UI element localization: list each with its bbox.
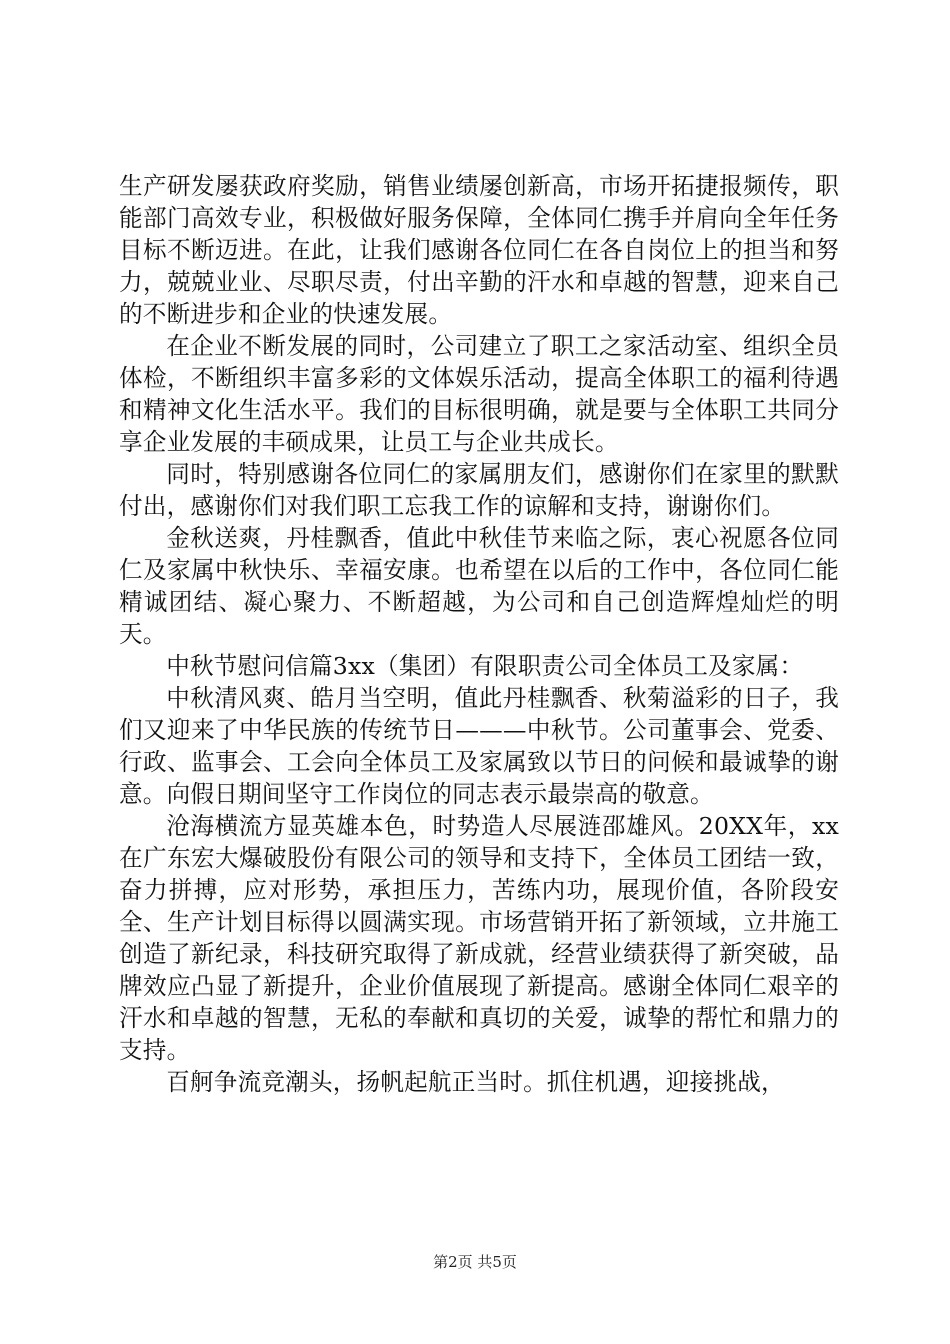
section-heading-paragraph: 中秋节慰问信篇3xx（集团）有限职责公司全体员工及家属： — [166, 652, 804, 680]
paragraph: 沧海横流方显英雄本色，时势造人尽展涟邵雄风。20XX年，xx在广东宏大爆破股份有限公司的领导和支持下，全体员工团结一致，奋力拼搏，应对形势，承担压力，苦练内功，展现价值，各阶段安全、生产计划目标得以圆满实现。市场营销开拓了新领域，立井施工创造了新纪录，科技研究取得了新成就，经营业绩获得了新突破，品牌效应凸显了新提升，企业价值展现了新提高。感谢全体同仁艰辛的汗水和卓越的智慧，无私的奉献和真切的关爱，诚挚的帮忙和鼎力的支持。 — [119, 812, 839, 1064]
paragraph: 生产研发屡获政府奖励，销售业绩屡创新高，市场开拓捷报频传，职能部门高效专业，积极做好服务保障，全体同仁携手并肩向全年任务目标不断迈进。在此，让我们感谢各位同仁在各自岗位上的担当和努力，兢兢业业、尽职尽责，付出辛勤的汗水和卓越的智慧，迎来自己的不断进步和企业的快速发展。 — [119, 172, 839, 328]
paragraph: 百舸争流竞潮头，扬帆起航正当时。抓住机遇，迎接挑战， — [166, 1068, 785, 1096]
paragraph: 中秋清风爽、皓月当空明，值此丹桂飘香、秋菊溢彩的日子，我们又迎来了中华民族的传统节日———中秋节。公司董事会、党委、行政、监事会、工会向全体员工及家属致以节日的问候和最诚挚的谢意。向假日期间坚守工作岗位的同志表示最崇高的敬意。 — [119, 684, 839, 808]
paragraph: 在企业不断发展的同时，公司建立了职工之家活动室、组织全员体检，不断组织丰富多彩的文体娱乐活动，提高全体职工的福利待遇和精神文化生活水平。我们的目标很明确，就是要与全体职工共同分享企业发展的丰硕成果，让员工与企业共成长。 — [119, 332, 839, 456]
paragraph: 同时，特别感谢各位同仁的家属朋友们，感谢你们在家里的默默付出，感谢你们对我们职工忘我工作的谅解和支持，谢谢你们。 — [119, 460, 839, 520]
document-body — [119, 170, 839, 1098]
paragraph: 金秋送爽，丹桂飘香，值此中秋佳节来临之际，衷心祝愿各位同仁及家属中秋快乐、幸福安康。也希望在以后的工作中，各位同仁能精诚团结、凝心聚力、不断超越，为公司和自己创造辉煌灿烂的明天。 — [119, 524, 839, 648]
page-number-footer: 第2页 共5页 — [433, 1253, 517, 1271]
